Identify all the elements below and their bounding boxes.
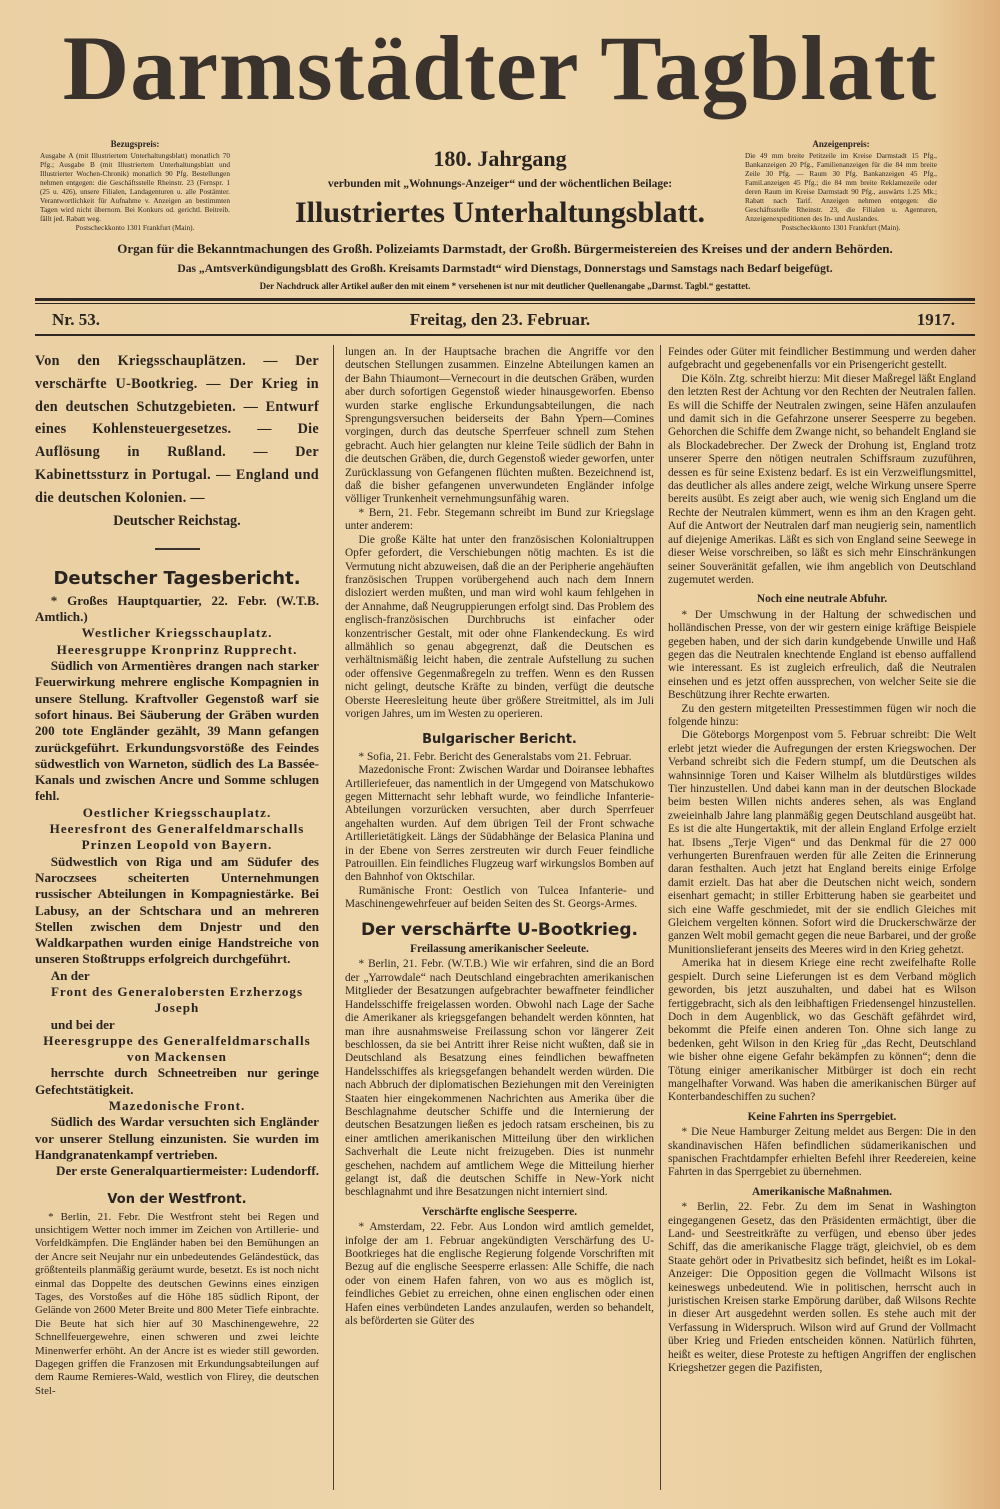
section-divider: [155, 548, 200, 550]
report-paragraph: Südlich von Armentières drangen nach starker Feuerwirkung mehrere englische Kompagnien in unsere Stellung. Kraftvoller Gegenstoß warf sie sofort hinaus. Bei Säuberung der Gräben wurden 200 tote Engländer gezählt, 39 Mann gefangen zurückgeführt. Erkundungsvorstöße des Feindes südwestlich von Warneton, südlich des La Bassée-Kanals und zwischen Ancre und Somme schlugen fehl.: [35, 658, 319, 804]
column-2: [345, 346, 654, 1328]
article-paragraph: * Berlin, 22. Febr. Zu dem im Senat in Washington eingegangenen Gesetz, das den Präsidenten ermächtigt, über die Land- und Seestreitkräfte zu verfügen, und ebenso über jedes Schiff, das die amerikanische Flagge trägt, gleichviel, ob es dem Staate gehört oder in Privatbesitz sich befindet, heißt es im Lokal-Anzeiger: Die Opposition gegen die Vollmacht Wilsons ist keineswegs unbedeutend. Wie in politischen, herrscht auch in juristischen Kreisen starke Empörung darüber, daß Wilsons Rechte in dieser Art ausgedehnt werden sollen. Es stehe auch mit der Verfassung in Widerspruch. Wilson wird auf Grund der Vollmacht über Krieg und Frieden entscheiden können. Natürlich führten, heißt es weiter, diese Proteste zu heftigen Angriffen der englischen Kriegshetzer gegen die Pazifisten,: [668, 1201, 976, 1375]
affiliation-line: verbunden mit „Wohnungs-Anzeiger“ und der wöchentlichen Beilage:: [327, 178, 673, 190]
column-1: [35, 350, 319, 1398]
issue-contents-summary: Von den Kriegsschauplätzen. — Der verschärfte U-Bootkrieg. — Der Krieg in den deutschen Schutzgebieten. — Entwurf eines Kohlensteuergesetzes. — Die Auflösung in Rußland. — Der Kabinettssturz in Portugal. — England und die deutschen Kolonien. —: [35, 353, 319, 506]
masthead-title: Darmstädter Tagblatt: [62, 17, 938, 119]
report-dateline: An der: [50, 967, 90, 983]
advertising-price-box: [745, 140, 937, 232]
article-paragraph: * Berlin, 21. Febr. Die Westfront steht bei Regen und unsichtigem Wetter noch immer im Zeichen von Artillerie- und Vorfeldkämpfen. Die Engländer haben bei den Bemühungen an der Ancre seit Neujahr nur ein unbedeutendes Geländestück, das größtenteils planmäßig geräumt wurde, besetzt. Es ist noch nicht einmal das Doppelte des deutschen Gewinns eines einzigen Tages, des Vorstoßes auf die Höhe 185 südlich Ripont, der Gelände von 2600 Meter Breite und 800 Meter Tiefe einbrachte. Die Beute hat sich hier auf 30 Maschinengewehre, 22 Schnellfeuergewehre, einen schweren und zwei leichte Minenwerfer erhöht. An der Ancre ist es wieder still geworden. Dagegen griffen die Franzosen mit Erkundungsabteilungen auf dem Raume Remieres-Wald, westlich von Flirey, die deutschen Stel-: [35, 1210, 319, 1397]
article-paragraph: Die Göteborgs Morgenpost vom 5. Februar schreibt: Die Welt erlebt jetzt wieder die Aufregungen der ersten Kriegswochen. Der Verband schreibt sich die Federn stumpf, um die Deutschen als wahnsinnige Toren und Kaiser Wilhelm als blutdürstiges wildes Tier hinzustellen. Und dabei kann man in der deutschen Blockade beim besten Willen nichts anderes sehen, als was England zweieinhalb Jahre lang planmäßig gegen Deutschland ausgeübt hat. Es ist die alte Hungertaktik, mit der allein England Erfolge erzielt hat. Ibsens „Terje Vigen“ und das Denkmal für die 27 000 verhungerten Burenfrauen werden für alle Zeiten die Erinnerung daran festhalten. Auch jetzt hat England bereits einige Erfolge damit erzielt. Das hat aber die Deutschen nicht weich, sondern eisenhart gemacht; in stiller Erbitterung haben sie gearbeitet und sich eine Waffe geschmiedet, mit der sie endlich Gleiches mit Gleichem vergelten können. Sofort wird die Druckerschwärze der ganzen Welt mobil gemacht gegen die neue Barbarei, und der große Munitionslieferant jenseits des Meeres wird in den Krieg gehetzt.: [668, 729, 976, 956]
article-headline: Bulgarischer Bericht.: [422, 732, 577, 748]
report-dateline: und bei der: [50, 1016, 115, 1032]
issue-date: Freitag, den 23. Februar.: [409, 310, 591, 329]
report-subheading: Heeresfront des Generalfeldmarschalls Prinzen Leopold von Bayern.: [49, 821, 305, 853]
article-paragraph: * Der Umschwung in der Haltung der schwedischen und holländischen Presse, von der wir gestern einige kräftige Beispiele gegeben haben, und der sich darin kundgebende Unwille und Haß gegen das die Neutralen knechtende England ist ebenso auffallend wie interessant. Es ist zugleich erfreulich, daß die Neutralen einsehen und es jetzt offen aussprechen, von welcher Seite sie die Beschützung ihrer Rechte erwarten.: [668, 608, 976, 702]
subscription-title: Bezugspreis:: [110, 139, 160, 149]
organ-line: Organ für die Bekanntmachungen des Großh. Polizeiamts Darmstadt, der Großh. Bürgermeistereien des Kreises und der andern Behörden.: [117, 241, 893, 256]
article-paragraph: * Amsterdam, 22. Febr. Aus London wird amtlich gemeldet, infolge der am 1. Februar angekündigten Verschärfung des U-Bootkrieges hat die englische Regierung folgende Vorschriften mit Bezug auf die englische Seesperre erlassen: Alle Schiffe, die nach oder von einem Hafen fahren, von wo aus es möglich ist, feindliches Gebiet zu erreichen, ohne einen englischen oder einen Hafen eines verbündeten Landes anzulaufen, werden so behandelt, als beförderten sie Güter des: [345, 1221, 654, 1328]
report-subheading: Oestlicher Kriegsschauplatz.: [82, 804, 272, 820]
report-paragraph: herrschte durch Schneetreiben nur geringe Gefechtstätigkeit.: [35, 1065, 319, 1097]
report-signature: Der erste Generalquartiermeister: Ludendorff.: [55, 1163, 319, 1179]
article-paragraph-continued: Feindes oder Güter mit feindlicher Bestimmung und werden daher aufgebracht und gegebenenfalls vor ein Prisengericht gestellt.: [668, 346, 976, 372]
advertising-text: Die 49 mm breite Petitzeile im Kreise Darmstadt 15 Pfg., Bankanzeigen 20 Pfg., Familienanzeigen für die 84 mm breite Zeile 30 Pfg. — Raum 30 Pfg. Bankanzeigen 45 Pfg., Famil.anzeigen 45 Pfg.; die 84 mm breite Reklamezeile oder deren Raum im Kreise Darmstadt 90 Pfg., auswärts 1.25 Mk.; Rabatt nach Tarif. Anzeigen nehmen entgegen: die Geschäftsstelle Rheinstr. 23, die Filialen u. Agenturen, Anzeigenexpeditionen des In- und Auslandes.: [745, 151, 937, 223]
gazette-line: Das „Amtsverkündigungsblatt des Großh. Kreisamts Darmstadt“ wird Dienstags, Donnerstags und Samstags nach Bedarf beigefügt.: [177, 262, 833, 275]
report-dateline: * Großes Hauptquartier, 22. Febr. (W.T.B. Amtlich.): [35, 592, 319, 625]
article-paragraph: * Die Neue Hamburger Zeitung meldet aus Bergen: Die in den skandinavischen Häfen befindlichen südamerikanischen und spanischen Frachtdampfer erhielten Befehl ihrer Reedereien, keine Fahrten in das Sperrgebiet zu übernehmen.: [668, 1126, 976, 1179]
article-headline: Von der Westfront.: [107, 1191, 247, 1207]
report-paragraph: Südwestlich von Riga und am Südufer des Naroczsees scheiterten Unternehmungen russischer Abteilungen in Kompagniestärke. Bei Labusy, an der Schtschara und an mehreren Stellen zwischen dem Dnjestr und den Waldkarpathen wurden einige Handstreiche von unseren Stoßtrupps erfolgreich durchgeführt.: [35, 853, 319, 967]
supplement-title: Illustriertes Unterhaltungsblatt.: [295, 196, 705, 229]
article-paragraph: * Bern, 21. Febr. Stegemann schreibt im Bund zur Kriegslage unter anderem:: [345, 506, 654, 533]
article-headline: Der verschärfte U-Bootkrieg.: [360, 919, 639, 940]
article-paragraph: * Sofia, 21. Febr. Bericht des Generalstabs vom 21. Februar.: [358, 750, 632, 763]
subscription-price-box: [40, 140, 230, 232]
article-paragraph: Mazedonische Front: Zwischen Wardar und Doiransee lebhaftes Artilleriefeuer, das namentlich in der Umgegend von Matschukowo gegen Mitternacht sehr lebhaft wurde, wo feindliche Infanterie-Abteilungen vorzurücken versuchten, aber durch Sperrfeuer angehalten wurden. Auf dem übrigen Teil der Front schwache Artillerietätigkeit. Längs der Südabhänge der Belasica Planina und in der Ebene von Serres zerstreuten wir durch Feuer feindliche Patrouillen. Ein feindliches Flugzeug warf wirkungslos Bomben auf den Bahnhof von Oktschilar.: [345, 764, 654, 884]
article-paragraph: Zu den gestern mitgeteilten Pressestimmen fügen wir noch die folgende hinzu:: [668, 702, 976, 728]
report-subheading: Westlicher Kriegsschauplatz.: [81, 625, 273, 641]
article-paragraph: Rumänische Front: Oestlich von Tulcea Infanterie- und Maschinengewehrfeuer auf beiden Seiten des St. Georgs-Armes.: [345, 884, 654, 911]
article-paragraph: Amerika hat in diesem Kriege eine recht zweifelhafte Rolle gespielt. Durch seine Lieferungen ist es dem Verband möglich geworden, bis jetzt auszuhalten, und dabei hat es Wilson fertiggebracht, sich als den leibhaftigen Friedensengel hinzustellen. Doch in dem Augenblick, wo das Geschäft gefährdet wird, bekommt die Pfeife einen anderen Ton. Ohne sich lange zu bedenken, geht Wilson in den Krieg für „das Recht, Deutschland wie bisher ohne eigene Gefahr bekämpfen zu können“; denn die Tötung einiger amerikanischer Mitbürger ist doch ein recht mangelhafter Vorwand. Was haben die amerikanischen Bürger auf Konterbandeschiffen zu suchen?: [668, 957, 976, 1104]
issue-number: Nr. 53.: [52, 310, 101, 329]
article-subheading: Freilassung amerikanischer Seeleute.: [410, 943, 589, 956]
article-subheading: Verschärfte englische Seesperre.: [421, 1205, 578, 1218]
issue-year: 1917.: [916, 310, 955, 329]
article-subheading: Noch eine neutrale Abfuhr.: [756, 593, 888, 606]
subscription-text: Ausgabe A (mit Illustriertem Unterhaltungsblatt) monatlich 70 Pfg.; Ausgabe B (mit Illustriertem Unterhaltungsblatt und Illustrierter Wochen-Chronik) monatlich 90 Pfg. Bestellungen nehmen entgegen: die Geschäftsstelle Rheinstr. 23 (Fernspr. 1 (25 u. 426), unsere Filialen, Landagenturen u. alle Postämter. Verantwortlichkeit für Aufnahme v. Anzeigen an bestimmten Tagen wird nicht übernom. Bei Konkurs od. gerichtl. Beitreib. fällt jed. Rabatt weg.: [40, 151, 230, 223]
report-subheading: Front des Generalobersten Erzherzogs Joseph: [50, 984, 304, 1016]
report-subheading: Heeresgruppe Kronprinz Rupprecht.: [56, 641, 298, 657]
article-subheading: Keine Fahrten ins Sperrgebiet.: [747, 1110, 897, 1123]
subscription-account: Postscheckkonto 1301 Frankfurt (Main).: [75, 223, 195, 232]
column-divider: [660, 345, 661, 1490]
article-headline: Deutscher Tagesbericht.: [53, 567, 301, 589]
column-3: [668, 346, 976, 1375]
masthead-rule-thick: [35, 298, 975, 301]
report-subheading: Mazedonische Front.: [108, 1098, 246, 1114]
advertising-account: Postscheckkonto 1301 Frankfurt (Main).: [781, 223, 901, 232]
volume-label: 180. Jahrgang: [433, 146, 567, 171]
article-paragraph: * Berlin, 21. Febr. (W.T.B.) Wie wir erfahren, sind die an Bord der „Yarrowdale“ nach Deutschland eingebrachten amerikanischen Mitglieder der Besatzungen aufgebrachter bewaffneter feindlicher Handelsschiffe freigelassen worden. Obwohl nach Lage der Sache die Amerikaner als kriegsgefangen behandelt werden könnten, hat man ihre ausnahmsweise Freilassung schon vor längerer Zeit beschlossen, da sie bei Antritt ihrer Reise nicht wußten, daß sie in Deutschland als Besatzung eines feindlichen bewaffneten Handelsschiffes als kriegsgefangen behandelt werden würden. Die nach Abbruch der diplomatischen Beziehungen mit den Vereinigten Staaten hier eingekommenen Nachrichten aus Amerika über die Beschlagnahme deutscher Schiffe und die Internierung der deutschen Besatzungen ließen es jedoch ratsam erscheinen, bis zu einer amtlichen amerikanischen Mitteilung über den wirklichen Sachverhalt die Leute nicht freizugeben. Dies ist nunmehr geschehen, nachdem auf amtlichem Wege die Mitteilung hierher gelangt ist, daß die deutschen Schiffe in New-York nicht beschlagnahmt und ihre Besatzungen nicht interniert sind.: [345, 958, 654, 1199]
article-paragraph-continued: lungen an. In der Hauptsache brachen die Angriffe vor den deutschen Stellungen zusammen. Einzelne Abteilungen kamen an der Bahn Thiaumont—Vernecourt in die deutschen Gräben, wurden aber durch sofortigen Gegenstoß wieder hinausgeworfen. Ebenso wurden starke englische Erkundungsabteilungen, die nach Sprengungsversuchen beiderseits der Bahn Ypern—Comines vorgingen, durch das deutsche Sperrfeuer schnell zum Stehen gebracht. Auch hier gelangten nur kleine Teile südlich der Bahn in die deutschen Gräben, die, durch Gegenstoß wieder geworfen, unter Zurücklassung von Gefangenen flüchten mußten. Bezeichnend ist, daß die bisher gefangenen unverwundeten Engländer infolge völliger Trunkenheit vernehmungsunfähig waren.: [345, 346, 654, 506]
report-subheading: Heeresgruppe des Generalfeldmarschalls von Mackensen: [43, 1032, 311, 1065]
masthead-rule-thin: [35, 303, 975, 304]
dateline-rule: [35, 334, 975, 336]
report-paragraph: Südlich des Wardar versuchten sich Engländer vor unserer Stellung einzunisten. Sie wurden im Handgranatenkampf vertrieben.: [35, 1114, 319, 1162]
article-paragraph: Die große Kälte hat unter den französischen Kolonialtruppen Opfer gefordert, die Verschiebungen nötig machten. Es ist die Vermutung nicht abzuweisen, daß die an der Peripherie angehäuften französischen Truppen vorübergehend auch nach dem Innern disloziert werden mußten, und man wird wohl kaum fehlgehen in der Annahme, daß Neugruppierungen erfolgt sind. Das Problem des englisch-französischen Durchbruchs ist einfacher oder konzentrischer Gestalt, mit oder ohne Flankendeckung. Es wird allmählich so genau abgegrenzt, daß die Deutschen es verhältnismäßig leicht haben, die zentrale Aufstellung zu suchen oder offensive Gegenmaßregeln zu treffen. Wenn es den Russen nicht gelingt, deutsche Kräfte zu binden, verfügt die deutsche Oberste Heeresleitung heute über größere Streitmittel, als im Juli vorigen Jahres, um im Westen zu operieren.: [345, 533, 654, 720]
article-paragraph: Die Köln. Ztg. schreibt hierzu: Mit dieser Maßregel läßt England den letzten Rest der Achtung vor den Rechten der Neutralen fallen. Es will die Schiffe der Neutralen zwingen, seine Häfen anzulaufen und damit sich in die Gefahrzone unserer Seesperre zu begeben. Gehorchen die Schiffe dem Zwange nicht, so behandelt England sie als Blockadebrecher. Der Zweck der Drohung ist, England trotz unserer Sperre den nötigen neutralen Schiffsraum zuzuführen, dessen es für seine Existenz bedarf. Es ist ein Verzweiflungsmittel, das deutlicher als alles andere zeigt, welche Wirkung unsere Sperre bereits ausübt. Es zeigt aber auch, wie wenig sich England um die Rechte der Neutralen kümmert, wenn es ihm an den Kragen geht. Auf die Antwort der Neutralen darf man neugierig sein, namentlich auf diejenige Amerikas. Läßt es sich von England seine Seewege in dieser Weise vorschreiben, so läßt es sich mehr Einschränkungen seiner Souveränität gefallen, wie ihm angeblich von Deutschland zugemutet werden.: [668, 372, 976, 586]
reprint-notice: Der Nachdruck aller Artikel außer den mit einem * versehenen ist nur mit deutlicher Quellenangabe „Darmst. Tagbl.“ gestattet.: [259, 281, 751, 291]
article-subheading: Amerikanische Maßnahmen.: [752, 1185, 892, 1198]
advertising-title: Anzeigenpreis:: [812, 139, 870, 149]
column-divider: [333, 345, 334, 1490]
issue-contents-summary: Deutscher Reichstag.: [113, 512, 241, 529]
